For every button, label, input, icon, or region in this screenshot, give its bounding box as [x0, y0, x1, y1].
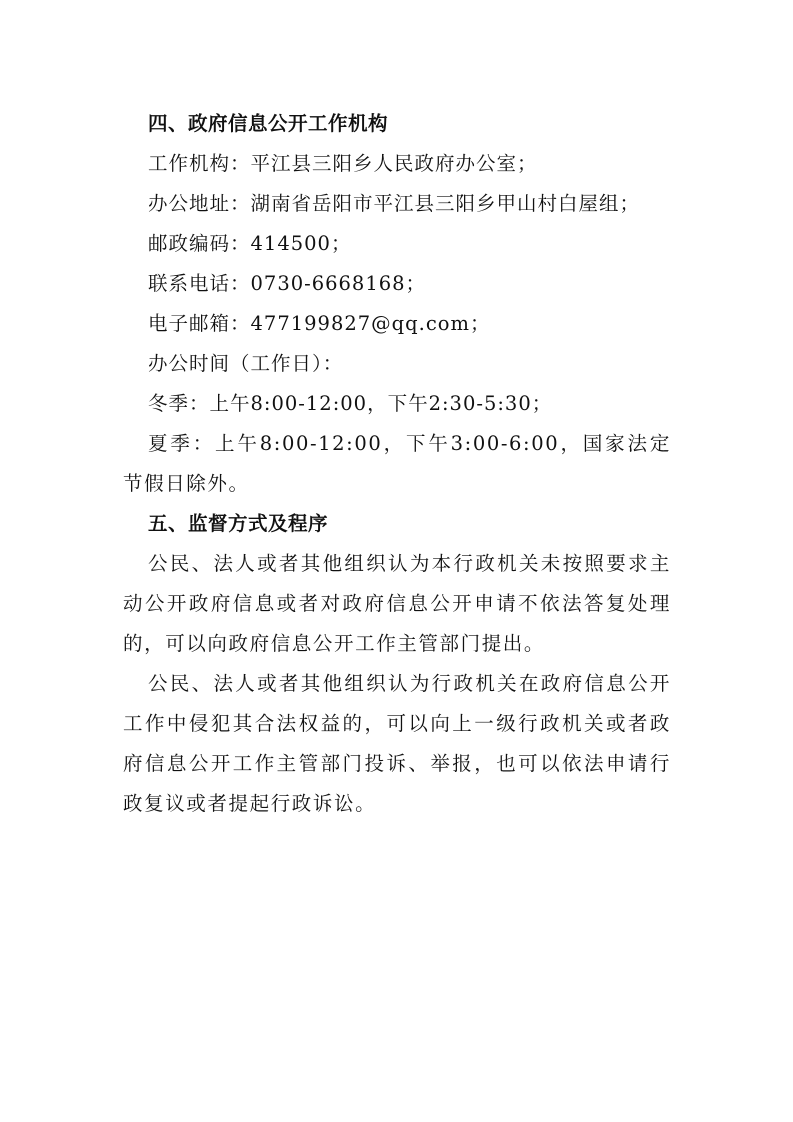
supervision-paragraph-2: 公民、法人或者其他组织认为行政机关在政府信息公开工作中侵犯其合法权益的，可以向上一级行政机关或者政府信息公开工作主管部门投诉、举报，也可以依法申请行政复议或者提起行政诉讼。	[123, 672, 671, 815]
postal-code-line: 邮政编码：414500；	[148, 232, 352, 255]
section-heading-supervision: 五、监督方式及程序	[148, 512, 329, 535]
office-address-line: 办公地址：湖南省岳阳市平江县三阳乡甲山村白屋组；	[148, 192, 641, 215]
office-hours-label: 办公时间（工作日）：	[148, 352, 344, 375]
document-body	[123, 104, 671, 824]
supervision-paragraph-1: 公民、法人或者其他组织认为本行政机关未按照要求主动公开政府信息或者对政府信息公开申请不依法答复处理的，可以向政府信息公开工作主管部门提出。	[123, 552, 671, 655]
winter-hours-line: 冬季：上午8:00-12:00，下午2:30-5:30；	[148, 392, 553, 415]
phone-line: 联系电话：0730-6668168；	[148, 272, 427, 295]
summer-hours-paragraph: 夏季：上午8:00-12:00，下午3:00-6:00，国家法定节假日除外。	[123, 432, 671, 495]
email-line: 电子邮箱：477199827@qq.com；	[148, 312, 491, 335]
office-name-line: 工作机构：平江县三阳乡人民政府办公室；	[148, 152, 538, 175]
section-heading-office: 四、政府信息公开工作机构	[148, 112, 389, 135]
